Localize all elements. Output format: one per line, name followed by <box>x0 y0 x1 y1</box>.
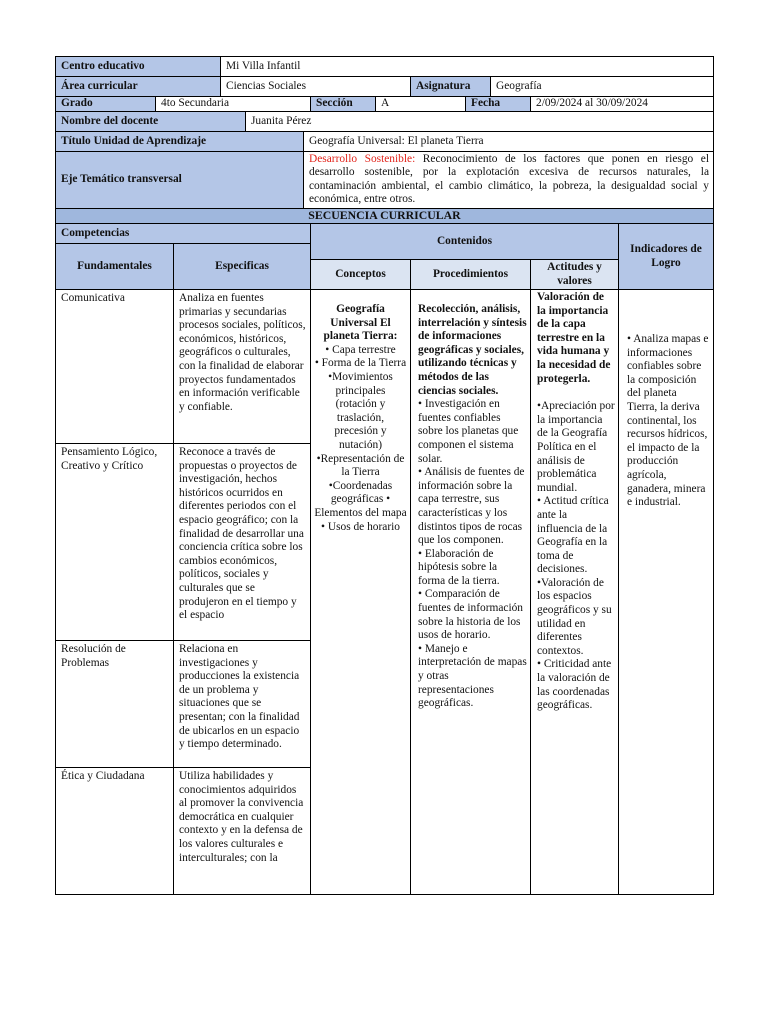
procedimientos-cell <box>410 289 531 895</box>
fundamental-cell: Ética y Ciudadana <box>55 767 174 895</box>
conceptos-cell <box>310 289 411 895</box>
concepto-item: • Forma de la Tierra <box>314 357 407 370</box>
especifica-cell: Reconoce a través de propuestas o proyectos de investigación, hechos históricos ocurridos en diferentes periodos con el espacio geográfico; con la finalidad de desarrollar una conciencia crítica sobre los cambios económicos, políticos, sociales y culturales que se produjeron en el tiempo y el espacio <box>173 443 311 641</box>
area-label: Área curricular <box>55 76 221 97</box>
fundamental-cell: Pensamiento Lógico, Creativo y Crítico <box>55 443 174 641</box>
procedimiento-item: • Elaboración de hipótesis sobre la forma de la tierra. <box>418 547 500 587</box>
concepto-item: • Capa terrestre <box>325 343 396 356</box>
grado-label: Grado <box>55 96 156 112</box>
actitudes-title: Valoración de la importancia de la capa terrestre en la vida humana y la necesidad de protegerla. <box>537 291 611 385</box>
competencias-header: Competencias <box>55 223 311 244</box>
fundamental-cell: Comunicativa <box>55 289 174 444</box>
conceptos-header: Conceptos <box>310 259 411 290</box>
docente-label: Nombre del docente <box>55 111 246 132</box>
fundamental-cell: Resolución de Problemas <box>55 640 174 768</box>
concepto-item: •Coordenadas geográficas • Elementos del mapa <box>314 479 407 519</box>
eje-value <box>303 151 714 209</box>
eje-text: Reconocimiento de los factores que ponen en riesgo el desarrollo sostenible, por la explotación excesiva de recursos naturales, la contaminación ambiental, el cambio climático, la pobreza, la desigualdad social y económica, entre otros. <box>309 153 709 206</box>
indicador-item: • Analiza mapas e informaciones confiables sobre la composición del planeta Tierra, la deriva continental, los recursos hídricos, el impacto de la producción agrícola, ganadera, minera e industrial. <box>627 333 709 509</box>
indicadores-header: Indicadores de Logro <box>618 223 714 290</box>
actitud-item: • Criticidad ante la valoración de las coordenadas geográficas. <box>537 658 612 712</box>
docente-value: Juanita Pérez <box>245 111 714 132</box>
eje-highlight: Desarrollo Sostenible: <box>309 153 416 165</box>
asignatura-label: Asignatura <box>410 76 491 97</box>
actitud-item: •Apreciación por la importancia de la Geografía Política en el análisis de problemática mundial. <box>537 400 615 494</box>
procedimientos-title: Recolección, análisis, interrelación y síntesis de informaciones geográficas y sociales, utilizando técnicas y métodos de las ciencias sociales. <box>418 303 527 397</box>
indicadores-cell <box>618 289 714 895</box>
centro-value: Mi Villa Infantil <box>220 56 714 77</box>
fecha-value: 2/09/2024 al 30/09/2024 <box>530 96 714 112</box>
seccion-value: A <box>375 96 466 112</box>
concepto-item: •Representación de la Tierra <box>316 452 405 479</box>
secuencia-title: SECUENCIA CURRICULAR <box>55 208 714 224</box>
actitud-item: • Actitud crítica ante la influencia de la Geografía en la toma de decisiones. <box>537 495 609 576</box>
titulo-value: Geografía Universal: El planeta Tierra <box>303 131 714 152</box>
actitudes-header: Actitudes y valores <box>530 259 619 290</box>
conceptos-title: Geografía Universal El planeta Tierra: <box>323 303 398 343</box>
actitud-item: •Valoración de los espacios geográficos y su utilidad en diferentes contextos. <box>537 576 612 657</box>
concepto-item: •Movimientos principales (rotación y traslación, precesión y nutación) <box>328 370 393 451</box>
fecha-label: Fecha <box>465 96 531 112</box>
asignatura-value: Geografía <box>490 76 714 97</box>
fundamentales-header: Fundamentales <box>55 243 174 290</box>
procedimiento-item: • Análisis de fuentes de información sobre la capa terrestre, sus características y los distintos tipos de rocas que los componen. <box>418 466 525 547</box>
especifica-cell: Analiza en fuentes primarias y secundarias procesos sociales, políticos, económicos, históricos, geográficos o culturales, con la finalidad de elaborar proyectos fundamentados en información verificable y confiable. <box>173 289 311 444</box>
procedimiento-item: • Manejo e interpretación de mapas y otras representaciones geográficas. <box>418 642 527 710</box>
contenidos-header: Contenidos <box>310 223 619 260</box>
procedimiento-item: • Comparación de fuentes de información sobre la historia de los usos de horario. <box>418 588 524 642</box>
titulo-label: Título Unidad de Aprendizaje <box>55 131 304 152</box>
seccion-label: Sección <box>310 96 376 112</box>
centro-label: Centro educativo <box>55 56 221 77</box>
concepto-item: • Usos de horario <box>321 520 400 533</box>
especificas-header: Especificas <box>173 243 311 290</box>
especifica-cell: Utiliza habilidades y conocimientos adquiridos al promover la convivencia democrática en cualquier contexto y en la defensa de los valores culturales e interculturales; con la <box>173 767 311 895</box>
actitudes-cell <box>530 289 619 895</box>
eje-label: Eje Temático transversal <box>55 151 304 209</box>
especifica-cell: Relaciona en investigaciones y producciones la existencia de un problema y situaciones que se presentan; con la finalidad de ubicarlos en un espacio y tiempo determinado. <box>173 640 311 768</box>
procedimiento-item: • Investigación en fuentes confiables sobre los planetas que componen el sistema solar. <box>418 398 519 465</box>
grado-value: 4to Secundaria <box>155 96 311 112</box>
procedimientos-header: Procedimientos <box>410 259 531 290</box>
area-value: Ciencias Sociales <box>220 76 411 97</box>
